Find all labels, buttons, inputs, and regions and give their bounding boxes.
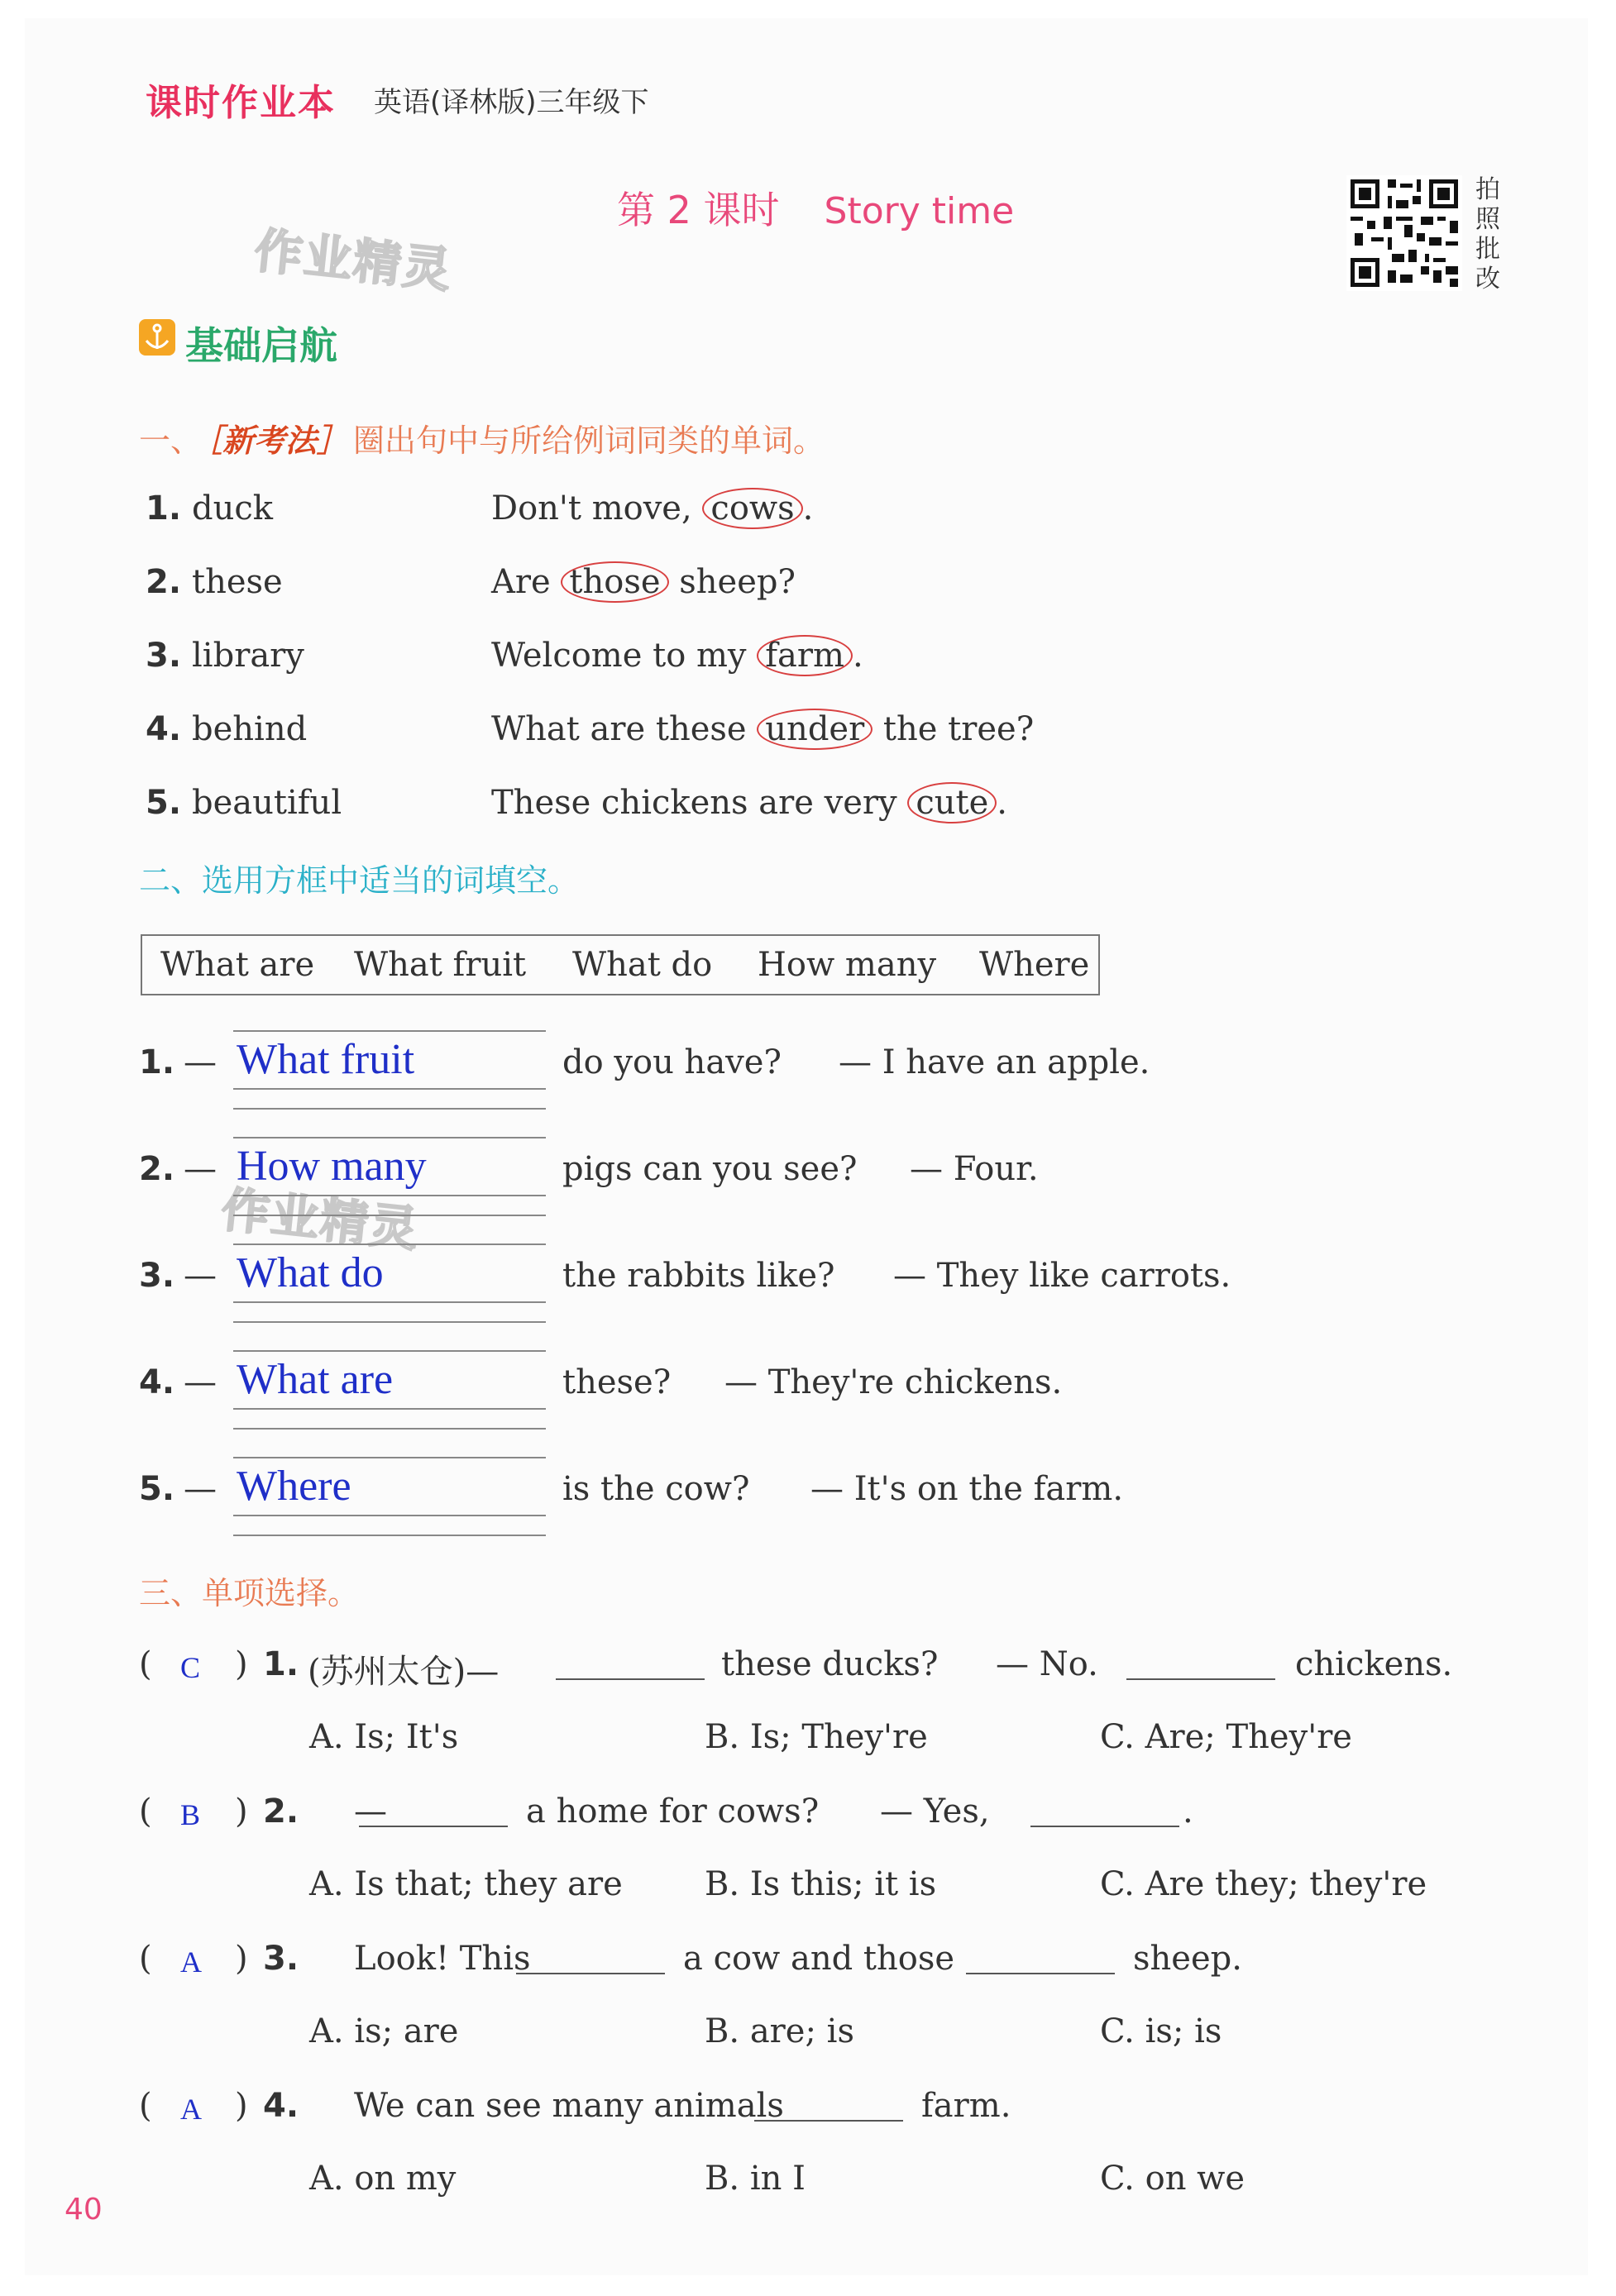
question-part: We can see many animals	[354, 2087, 784, 2125]
paren-close: )	[235, 2087, 248, 2125]
choice-answer[interactable]: C	[180, 1651, 201, 1684]
question-part: Look! This	[354, 1940, 531, 1978]
reply-text: — They like carrots.	[893, 1257, 1231, 1295]
part2-heading: 二、选用方框中适当的词填空。	[139, 862, 580, 899]
qr-code-icon[interactable]	[1346, 175, 1462, 291]
sentence-part: .	[852, 637, 863, 675]
item-number: 4.	[146, 710, 182, 748]
circled-answer[interactable]: cows	[702, 488, 802, 529]
sentence-part: Don't move,	[491, 489, 703, 527]
question-part: sheep.	[1133, 1940, 1242, 1978]
choice-answer[interactable]: B	[180, 1798, 201, 1831]
question-part: —	[354, 1792, 387, 1831]
handwritten-answer: What are	[237, 1356, 394, 1403]
part1-prefix: 一、	[139, 422, 203, 459]
sentence-part: What are these	[491, 710, 758, 748]
sentence-part: .	[802, 489, 814, 527]
example-word: behind	[192, 710, 308, 748]
item-number: 1.	[139, 1043, 175, 1081]
paren-open: (	[139, 1645, 152, 1683]
box-word: What are	[160, 946, 315, 984]
reply-text: — They're chickens.	[724, 1363, 1063, 1401]
guide-line	[233, 1350, 546, 1352]
part3-heading: 三、单项选择。	[139, 1575, 360, 1611]
lesson-english-title: Story time	[824, 190, 1015, 232]
circled-answer[interactable]: those	[561, 561, 668, 603]
item-number: 4.	[263, 2087, 299, 2125]
option-a[interactable]: A. is; are	[309, 2012, 459, 2050]
sentence	[491, 489, 813, 527]
sentence-part: Are	[491, 563, 562, 601]
handwritten-answer: Where	[237, 1463, 351, 1510]
brand-title: 课时作业本	[146, 82, 336, 124]
choice-answer[interactable]: A	[180, 2093, 202, 2126]
new-exam-tag: ［新考法］	[207, 422, 349, 459]
item-number: 2.	[139, 1150, 175, 1188]
blank-line[interactable]	[556, 1678, 705, 1680]
answer-line[interactable]	[233, 1088, 546, 1090]
item-number: 5.	[139, 1470, 175, 1508]
sentence-part: the tree?	[873, 710, 1035, 748]
guide-line	[233, 1428, 546, 1430]
guide-line	[233, 1215, 546, 1216]
reply-text: — I have an apple.	[839, 1043, 1150, 1081]
paren-open: (	[139, 2087, 152, 2125]
item-number: 2.	[263, 1792, 299, 1831]
question-part: these ducks?	[721, 1645, 939, 1683]
option-a[interactable]: A. Is; It's	[309, 1718, 459, 1756]
paren-open: (	[139, 1940, 152, 1978]
reply-text: — Four.	[910, 1150, 1039, 1188]
sentence	[491, 637, 863, 675]
qr-caption: 拍照批改	[1475, 175, 1500, 294]
dash: —	[184, 1043, 217, 1081]
box-word: What fruit	[354, 946, 527, 984]
question-text: the rabbits like?	[562, 1257, 835, 1295]
blank-line[interactable]	[754, 2120, 903, 2122]
dash: —	[184, 1257, 217, 1295]
dash: —	[184, 1150, 217, 1188]
question-part: — No.	[996, 1645, 1098, 1683]
blank-line[interactable]	[1126, 1678, 1275, 1680]
blank-line[interactable]	[359, 1826, 508, 1827]
lesson-title	[617, 180, 1014, 235]
item-number: 2.	[146, 563, 182, 601]
guide-line	[233, 1457, 546, 1458]
answer-line[interactable]	[233, 1515, 546, 1516]
question-part: .	[1183, 1792, 1193, 1831]
item-number: 3.	[263, 1940, 299, 1978]
question-part: a home for cows?	[526, 1792, 820, 1831]
word-box	[141, 934, 1100, 995]
handwritten-answer: What fruit	[237, 1036, 415, 1083]
question-part: (苏州太仓)—	[308, 1653, 500, 1691]
example-word: library	[192, 637, 304, 675]
anchor-icon	[139, 319, 175, 356]
blank-line[interactable]	[966, 1973, 1115, 1974]
paren-close: )	[235, 1792, 248, 1831]
guide-line	[233, 1243, 546, 1245]
item-number: 4.	[139, 1363, 175, 1401]
item-number: 1.	[263, 1645, 299, 1683]
sentence	[491, 784, 1007, 822]
page-number: 40	[65, 2193, 103, 2227]
option-c[interactable]: C. is; is	[1100, 2012, 1222, 2050]
guide-line	[233, 1108, 546, 1110]
guide-line	[233, 1030, 546, 1032]
subject-label: 英语(译林版)三年级下	[374, 86, 649, 119]
guide-line	[233, 1321, 546, 1323]
blank-line[interactable]	[516, 1973, 665, 1974]
watermark-top: 作业精灵	[251, 222, 456, 299]
part1-instruction: 圈出句中与所给例词同类的单词。	[353, 422, 825, 459]
question-text: pigs can you see?	[562, 1150, 858, 1188]
dash: —	[184, 1470, 217, 1508]
answer-line[interactable]	[233, 1408, 546, 1410]
example-word: beautiful	[192, 784, 342, 822]
choice-answer[interactable]: A	[180, 1945, 202, 1979]
part1-heading	[139, 415, 825, 461]
question-text: is the cow?	[562, 1470, 750, 1508]
box-word: How many	[758, 946, 937, 984]
question-text: these?	[562, 1363, 672, 1401]
dash: —	[184, 1363, 217, 1401]
guide-line	[233, 1137, 546, 1138]
option-c[interactable]: C. on we	[1100, 2160, 1245, 2198]
option-a[interactable]: A. on my	[309, 2160, 457, 2198]
lesson-number: 第 2 课时	[617, 188, 780, 232]
option-a[interactable]: A. Is that; they are	[309, 1865, 623, 1903]
item-number: 3.	[139, 1257, 175, 1295]
question-part: farm.	[921, 2087, 1011, 2125]
item-number: 5.	[146, 784, 182, 822]
handwritten-answer: How many	[237, 1143, 427, 1190]
paren-close: )	[235, 1940, 248, 1978]
box-word: What do	[572, 946, 713, 984]
question-part: — Yes,	[880, 1792, 990, 1831]
option-b[interactable]: B. in I	[705, 2160, 806, 2198]
guide-line	[233, 1535, 546, 1536]
option-b[interactable]: B. Is; They're	[705, 1718, 928, 1756]
paren-open: (	[139, 1792, 152, 1831]
option-b[interactable]: B. Is this; it is	[705, 1865, 937, 1903]
reply-text: — It's on the farm.	[810, 1470, 1124, 1508]
sentence-part: Welcome to my	[491, 637, 758, 675]
question-part: a cow and those	[683, 1940, 955, 1978]
example-word: duck	[192, 489, 274, 527]
circled-answer[interactable]: under	[757, 709, 873, 750]
paren-close: )	[235, 1645, 248, 1683]
item-number: 1.	[146, 489, 182, 527]
section-title: 基础启航	[185, 323, 337, 368]
option-b[interactable]: B. are; is	[705, 2012, 854, 2050]
sentence	[491, 710, 1034, 748]
sentence-part: These chickens are very	[491, 784, 908, 822]
item-number: 3.	[146, 637, 182, 675]
sentence	[491, 563, 796, 601]
blank-line[interactable]	[1030, 1826, 1179, 1827]
option-c[interactable]: C. Are; They're	[1100, 1718, 1352, 1756]
question-text: do you have?	[562, 1043, 782, 1081]
box-word: Where	[979, 946, 1090, 984]
answer-line[interactable]	[233, 1301, 546, 1303]
question-part: chickens.	[1295, 1645, 1453, 1683]
circled-answer[interactable]: cute	[907, 782, 997, 823]
watermark-middle: 作业精灵	[218, 1181, 423, 1258]
handwritten-answer: What do	[237, 1249, 384, 1296]
option-c[interactable]: C. Are they; they're	[1100, 1865, 1427, 1903]
sentence-part: .	[997, 784, 1007, 822]
example-word: these	[192, 563, 283, 601]
answer-line[interactable]	[233, 1195, 546, 1196]
sentence-part: sheep?	[668, 563, 796, 601]
circled-answer[interactable]: farm	[757, 635, 853, 676]
